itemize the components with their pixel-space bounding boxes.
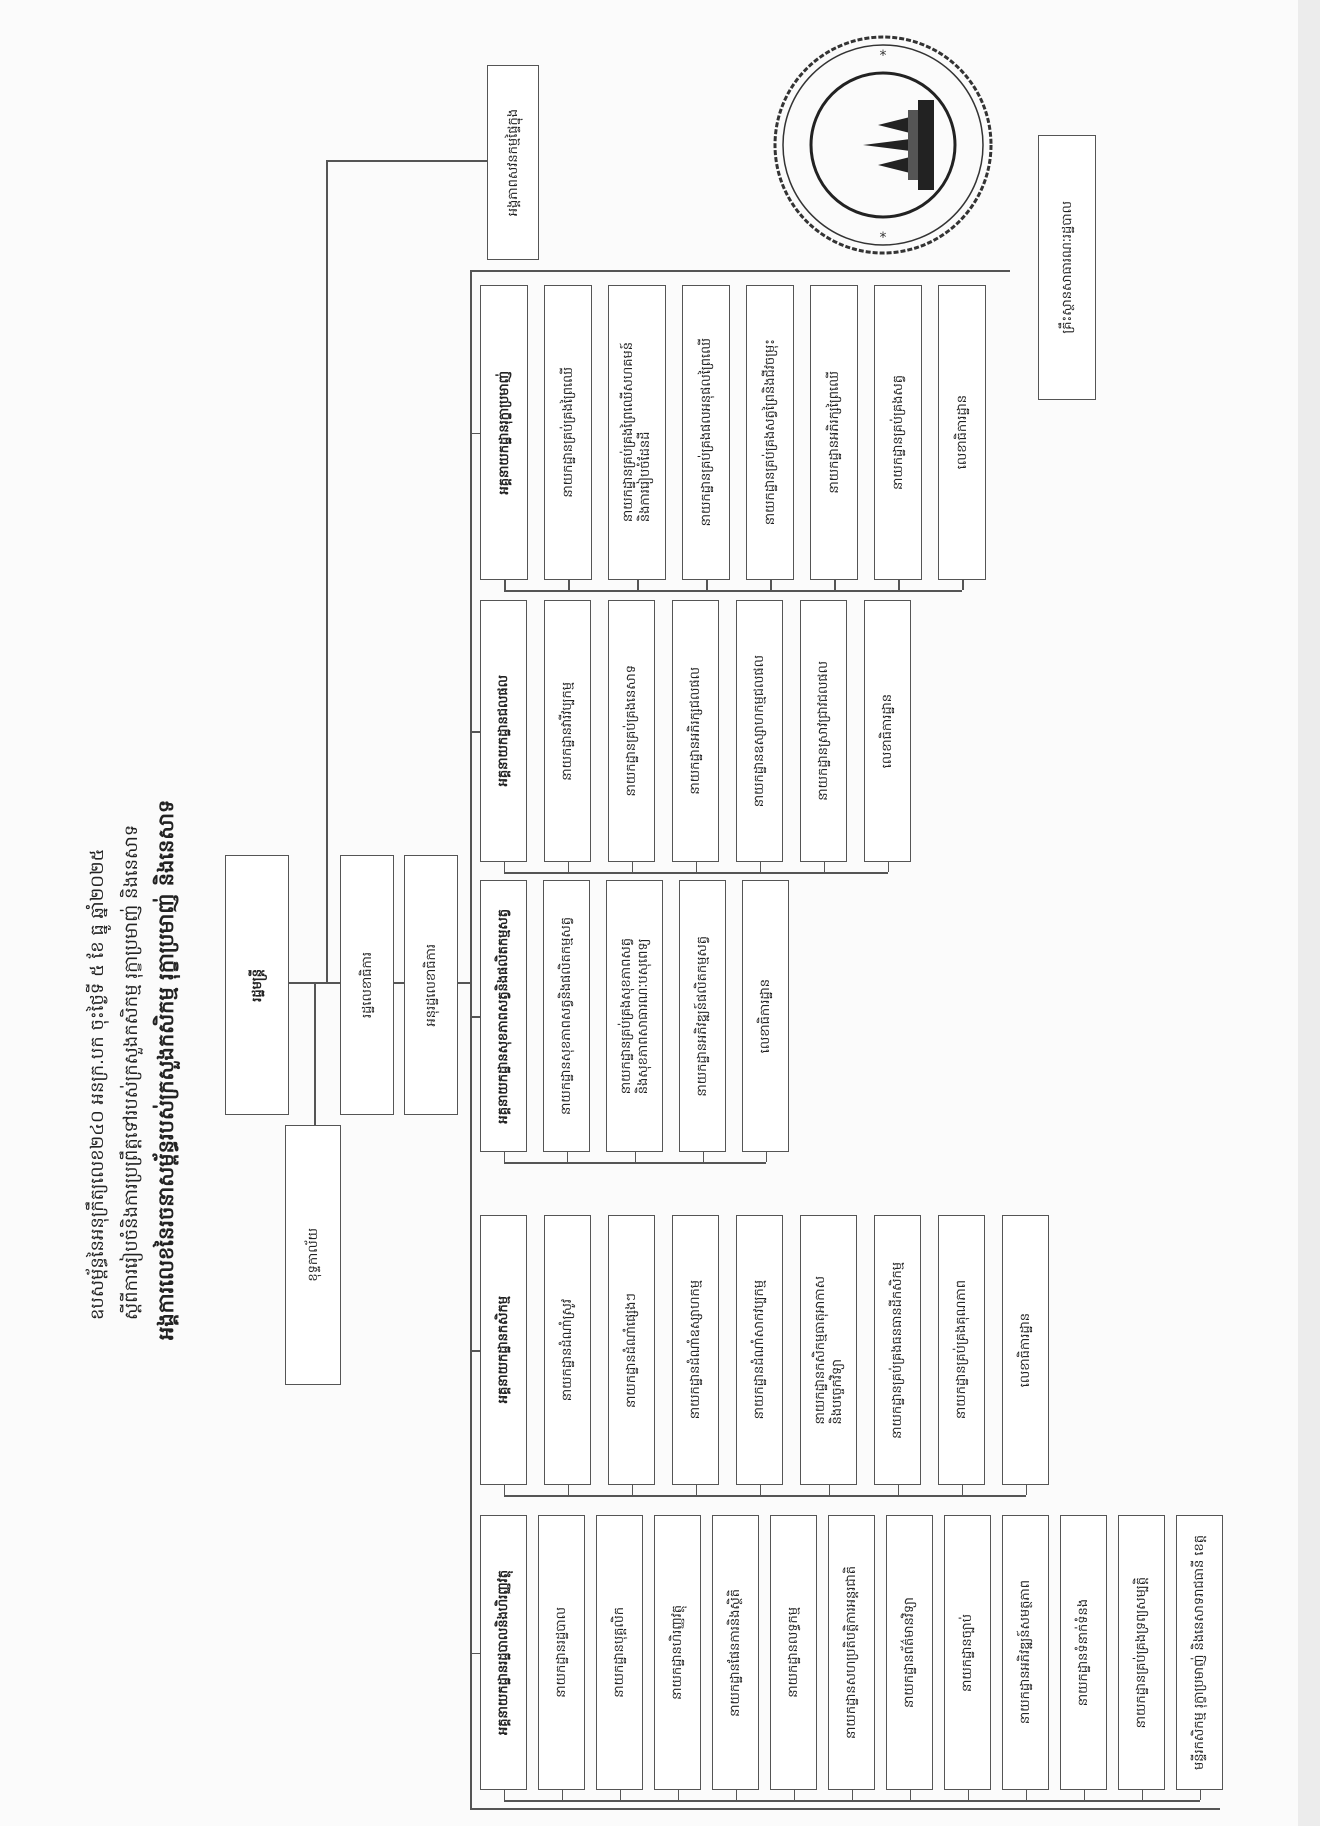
department-label: នាយកដ្ឋានដំណាំសាកវប្បកម្ម [752, 1280, 767, 1420]
department-box [736, 600, 783, 862]
internal-audit-box [487, 65, 539, 260]
bracket-tick [632, 1485, 634, 1495]
department-box [608, 285, 666, 580]
minister-label: រដ្ឋមន្ត្រី [249, 968, 265, 1002]
department-label: នាយកដ្ឋានច្បាប់ [960, 1613, 975, 1692]
bracket-tick [888, 862, 890, 872]
department-box [1002, 1515, 1049, 1790]
bracket-tick [834, 580, 836, 590]
department-box [746, 285, 794, 580]
bracket-tick [504, 580, 506, 590]
bracket-line [504, 1162, 766, 1164]
bracket-line [504, 590, 962, 592]
frame-link [470, 731, 480, 733]
department-box [886, 1515, 933, 1790]
bracket-tick [898, 580, 900, 590]
bracket-line [504, 1800, 1200, 1802]
bracket-tick [632, 862, 634, 872]
bracket-tick [962, 1485, 964, 1495]
frame-link [470, 1653, 480, 1655]
department-label: នាយកដ្ឋានអភិវឌ្ឍន៍ផលិតកម្មសត្វ [695, 935, 710, 1097]
bracket-tick [760, 1485, 762, 1495]
department-box [654, 1515, 701, 1790]
connector [326, 160, 328, 982]
frame-left [470, 270, 472, 1808]
department-label: នាយកដ្ឋានអភិរក្សព្រៃឈើ [826, 371, 842, 494]
department-label: នាយកដ្ឋានគ្រប់គ្រងនេសាទ [624, 665, 639, 797]
department-box [538, 1515, 585, 1790]
department-box [608, 600, 655, 862]
doc-title-line-1: ឧបសម្ព័ន្ធនៃអនុក្រឹត្យលេខ២៤០ អនក្រ.បក ចុះថ្ងៃទី ៥ ខែ ធ្នូ ឆ្នាំ២០២៥ [87, 848, 108, 1320]
bracket-tick [635, 1152, 637, 1162]
bracket-tick [567, 1152, 569, 1162]
department-label: លេខាធិការដ្ឋាន [954, 395, 970, 470]
bracket-tick [504, 1790, 506, 1800]
department-head-label: អគ្គនាយកដ្ឋានរដ្ឋបាលនិងហិរញ្ញវត្ថុ [496, 1569, 511, 1736]
department-box [800, 1215, 857, 1485]
department-label: នាយកដ្ឋានកសិកម្មធាតុអាកាស និងបច្ចេកវិទ្យា [812, 1275, 845, 1425]
cabinet-label: ខុទ្ទកាល័យ [305, 1228, 321, 1282]
department-head-label: អគ្គនាយកដ្ឋានកសិកម្ម [496, 1296, 511, 1404]
bracket-tick [696, 862, 698, 872]
frame-link [470, 1350, 480, 1352]
department-label: នាយកដ្ឋានគ្រប់គ្រងទ្រព្យសម្បត្តិ [1134, 1576, 1149, 1729]
bracket-tick [770, 580, 772, 590]
department-box [712, 1515, 759, 1790]
department-box [770, 1515, 817, 1790]
department-label: នាយកដ្ឋានព័ត៌មានវិទ្យា [902, 1597, 917, 1708]
department-label: នាយកដ្ឋានគ្រប់គ្រងធនធានដីកសិកម្ម [890, 1261, 905, 1439]
department-head-box [480, 1515, 527, 1790]
department-label: លេខាធិការដ្ឋាន [1018, 1312, 1033, 1388]
minister-box [225, 855, 289, 1115]
bracket-tick [637, 580, 639, 590]
department-box [679, 880, 726, 1152]
secretary-of-state-box [340, 855, 394, 1115]
department-label: នាយកដ្ឋានរដ្ឋបាល [554, 1607, 569, 1698]
department-label: នាយកដ្ឋានសុខភាពសត្វនិងផលិតកម្មសត្វ [559, 916, 574, 1116]
department-label: នាយកដ្ឋានផែនការនិងស្ថិតិ [728, 1588, 743, 1717]
department-label: នាយកដ្ឋានគ្រប់គ្រងផលអនុផលព្រៃឈើ [698, 338, 714, 527]
under-secretary-box [404, 855, 458, 1115]
department-box [736, 1215, 783, 1485]
bracket-tick [504, 1152, 506, 1162]
department-box [544, 1215, 591, 1485]
bracket-tick [1026, 1485, 1028, 1495]
department-label: នាយកដ្ឋានគ្រប់គ្រងគុណភាព [954, 1280, 969, 1420]
bracket-tick [620, 1790, 622, 1800]
bracket-tick [1084, 1790, 1086, 1800]
connector [326, 160, 487, 162]
bracket-tick [562, 1790, 564, 1800]
department-label: មន្ទីរកសិកម្ម រុក្ខាប្រមាញ់ និងនេសាទរាជធានី ខេត្ត [1192, 1535, 1207, 1770]
under-secretary-label: អនុរដ្ឋលេខាធិការ [423, 943, 439, 1027]
bracket-tick [794, 1790, 796, 1800]
bracket-tick [1026, 1790, 1028, 1800]
department-label: នាយកដ្ឋានគ្រប់គ្រងសត្វព្រៃនិងជីវចម្រុះ [762, 339, 778, 526]
bracket-tick [829, 1485, 831, 1495]
department-box [682, 285, 730, 580]
department-box [543, 880, 590, 1152]
bracket-tick [824, 862, 826, 872]
department-box [1060, 1515, 1107, 1790]
bracket-tick [962, 580, 964, 590]
department-box [874, 1215, 921, 1485]
doc-title-line-2: ស្ដីពីការរៀបចំនិងការប្រព្រឹត្តទៅរបស់ក្រសួងកសិកម្ម រុក្ខាប្រមាញ់ និងនេសាទ [121, 824, 142, 1320]
department-label: លេខាធិការដ្ឋាន [880, 693, 895, 769]
department-label: នាយកដ្ឋានដំណាំស្រូវ [560, 1298, 575, 1402]
department-head-label: អគ្គនាយកដ្ឋានសុខភាពសត្វនិងផលិតកម្មសត្វ [496, 908, 511, 1124]
department-box [672, 600, 719, 862]
connector [314, 982, 316, 1125]
department-label: នាយកដ្ឋានទំនាក់ទំនង [1076, 1598, 1091, 1707]
department-box [828, 1515, 875, 1790]
department-box [544, 285, 592, 580]
department-label: នាយកដ្ឋានសហប្រតិបត្តិការអន្តរជាតិ [844, 1565, 859, 1740]
department-label: នាយកដ្ឋានអភិរក្សជលផល [688, 667, 703, 795]
bracket-tick [910, 1790, 912, 1800]
secretary-of-state-label: រដ្ឋលេខាធិការ [359, 951, 375, 1018]
bracket-tick [568, 1485, 570, 1495]
department-box [938, 1215, 985, 1485]
bracket-tick [703, 1152, 705, 1162]
cabinet-box [285, 1125, 341, 1385]
scan-edge [1298, 0, 1320, 1826]
department-box [1176, 1515, 1223, 1790]
department-box [944, 1515, 991, 1790]
department-box [596, 1515, 643, 1790]
department-label: នាយកដ្ឋានគ្រប់គ្រងព្រៃឈើសហគមន៍ និងការរៀបចំដែនដី [621, 342, 653, 523]
department-label: នាយកដ្ឋានគ្រប់គ្រងសត្វ [890, 374, 906, 491]
department-label: នាយកដ្ឋានដំណាំឧស្សាហកម្ម [688, 1280, 703, 1420]
connector [458, 982, 470, 984]
frame-bottom [470, 1808, 1220, 1810]
connector [394, 982, 404, 984]
frame-link [470, 433, 480, 435]
public-institution-label: គ្រឹះស្ថានសាធារណៈរដ្ឋបាល [1059, 201, 1075, 334]
bracket-tick [766, 1152, 768, 1162]
department-label: នាយកដ្ឋានវារីវប្បកម្ម [560, 681, 575, 781]
bracket-tick [678, 1790, 680, 1800]
bracket-tick [1200, 1790, 1202, 1800]
department-label: លេខាធិការដ្ឋាន [758, 978, 773, 1054]
bracket-tick [736, 1790, 738, 1800]
department-label: នាយកដ្ឋានលទ្ធកម្ម [786, 1607, 801, 1698]
department-box [606, 880, 663, 1152]
department-box [608, 1215, 655, 1485]
bracket-line [504, 1495, 1026, 1497]
svg-text:*: * [879, 230, 887, 246]
department-box [874, 285, 922, 580]
department-box [864, 600, 911, 862]
public-institution-box [1038, 135, 1096, 400]
department-head-box [480, 600, 527, 862]
department-box [1002, 1215, 1049, 1485]
department-label: នាយកដ្ឋានឧស្សាហកម្មជលផល [752, 654, 767, 808]
bracket-tick [968, 1790, 970, 1800]
doc-title-line-3: អង្គការលេខនៃរចនាសម្ព័ន្ធរបស់ក្រសួងកសិកម្ម រុក្ខាប្រមាញ់ និងនេសាទ [154, 799, 178, 1340]
bracket-tick [504, 1485, 506, 1495]
department-box [810, 285, 858, 580]
department-label: នាយកដ្ឋានស្រាវជ្រាវជលផល [816, 661, 831, 801]
department-box [1118, 1515, 1165, 1790]
bracket-tick [760, 862, 762, 872]
department-head-label: អគ្គនាយកដ្ឋានរុក្ខាប្រមាញ់ [496, 370, 512, 495]
bracket-tick [696, 1485, 698, 1495]
bracket-tick [1142, 1790, 1144, 1800]
official-seal-icon [768, 30, 998, 260]
bracket-tick [568, 580, 570, 590]
department-head-box [480, 285, 528, 580]
department-head-box [480, 880, 527, 1152]
department-box [742, 880, 789, 1152]
department-label: នាយកដ្ឋានគ្រប់គ្រងសុខភាពសត្វ និងសុខភាពសាធារណៈបសុពេទ្យ [618, 937, 651, 1095]
department-head-box [480, 1215, 527, 1485]
bracket-tick [504, 862, 506, 872]
bracket-tick [706, 580, 708, 590]
frame-top [470, 270, 1010, 272]
svg-text:*: * [879, 48, 887, 64]
bracket-line [504, 872, 888, 874]
department-box [800, 600, 847, 862]
internal-audit-label: អង្គភាពសវនកម្មផ្ទៃក្នុង [505, 108, 521, 217]
bracket-tick [568, 862, 570, 872]
department-label: នាយកដ្ឋានដំណាំផ្សេងៗ [624, 1292, 639, 1408]
department-label: នាយកដ្ឋានអភិវឌ្ឍន៍សមត្ថភាព [1018, 1580, 1033, 1725]
department-label: នាយកដ្ឋានបុគ្គលិក [612, 1607, 627, 1698]
department-head-label: អគ្គនាយកដ្ឋានជលផល [496, 675, 511, 787]
department-label: នាយកដ្ឋានគ្រប់គ្រងព្រៃឈើ [560, 367, 576, 498]
frame-link [470, 1016, 480, 1018]
department-box [544, 600, 591, 862]
department-label: នាយកដ្ឋានហិរញ្ញវត្ថុ [670, 1605, 685, 1700]
department-box [938, 285, 986, 580]
bracket-tick [852, 1790, 854, 1800]
connector [326, 418, 328, 419]
bracket-tick [898, 1485, 900, 1495]
department-box [672, 1215, 719, 1485]
